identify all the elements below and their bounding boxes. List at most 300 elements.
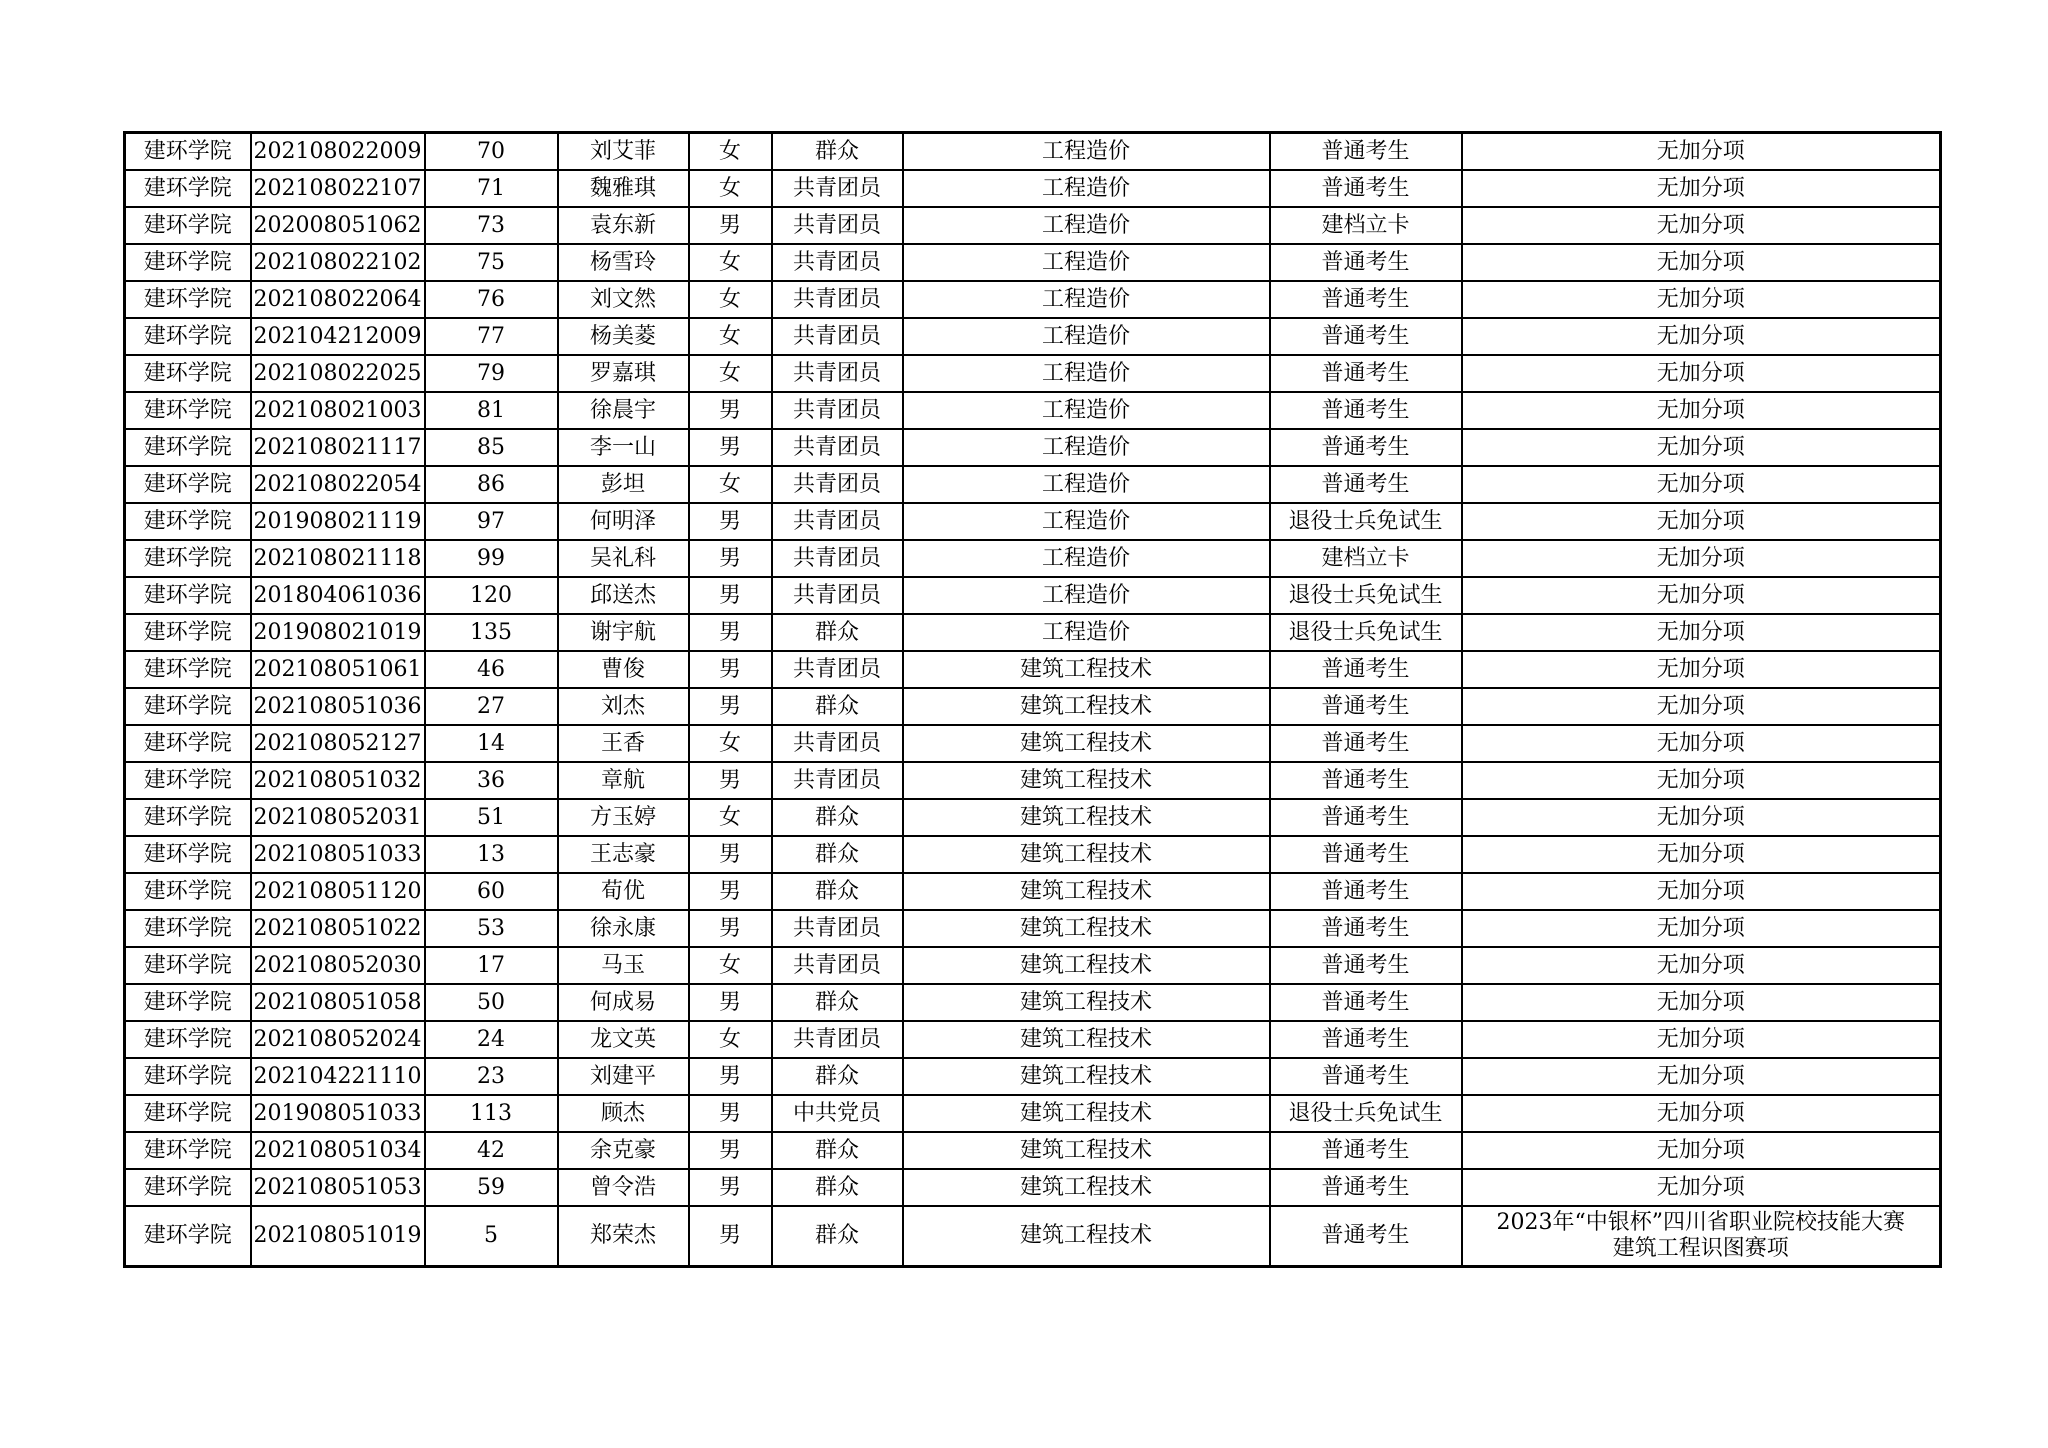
political-status-cell: 群众: [772, 799, 903, 836]
student-category-cell: 普通考生: [1270, 170, 1462, 207]
table-row: [125, 799, 1941, 836]
major-cell: 工程造价: [903, 170, 1270, 207]
gender-cell: 女: [689, 947, 772, 984]
rank-cell: 97: [425, 503, 558, 540]
major-cell: 建筑工程技术: [903, 688, 1270, 725]
rank-cell: 14: [425, 725, 558, 762]
student-category-cell: 退役士兵免试生: [1270, 503, 1462, 540]
student-name-cell: 杨雪玲: [558, 244, 689, 281]
bonus-item-cell: 无加分项: [1462, 503, 1941, 540]
bonus-item-cell: 无加分项: [1462, 466, 1941, 503]
bonus-item-cell: [1462, 1206, 1941, 1267]
major-cell: 工程造价: [903, 207, 1270, 244]
gender-cell: 女: [689, 244, 772, 281]
rank-cell: 36: [425, 762, 558, 799]
rank-cell: 77: [425, 318, 558, 355]
student-roster-table: [123, 131, 1942, 1268]
gender-cell: 女: [689, 466, 772, 503]
gender-cell: 男: [689, 614, 772, 651]
college-cell: 建环学院: [125, 725, 251, 762]
student-name-cell: 马玉: [558, 947, 689, 984]
table-row: [125, 355, 1941, 392]
gender-cell: 女: [689, 170, 772, 207]
rank-cell: 86: [425, 466, 558, 503]
bonus-item-cell: 无加分项: [1462, 1132, 1941, 1169]
table-row: [125, 244, 1941, 281]
student-category-cell: 普通考生: [1270, 836, 1462, 873]
student-name-cell: 刘艾菲: [558, 133, 689, 171]
bonus-item-cell: 无加分项: [1462, 910, 1941, 947]
major-cell: 工程造价: [903, 281, 1270, 318]
major-cell: 建筑工程技术: [903, 873, 1270, 910]
table-row: [125, 688, 1941, 725]
table-row: [125, 1095, 1941, 1132]
student-id-cell: 202108051033: [251, 836, 425, 873]
student-name-cell: 李一山: [558, 429, 689, 466]
table-row: [125, 429, 1941, 466]
table-row: [125, 651, 1941, 688]
political-status-cell: 共青团员: [772, 170, 903, 207]
student-id-cell: 202108051022: [251, 910, 425, 947]
rank-cell: 24: [425, 1021, 558, 1058]
student-name-cell: 罗嘉琪: [558, 355, 689, 392]
bonus-item-cell: 无加分项: [1462, 540, 1941, 577]
college-cell: 建环学院: [125, 281, 251, 318]
college-cell: 建环学院: [125, 244, 251, 281]
political-status-cell: 群众: [772, 1169, 903, 1206]
college-cell: 建环学院: [125, 170, 251, 207]
student-id-cell: 202108051061: [251, 651, 425, 688]
college-cell: 建环学院: [125, 577, 251, 614]
rank-cell: 73: [425, 207, 558, 244]
student-id-cell: 202108051120: [251, 873, 425, 910]
table-row: [125, 614, 1941, 651]
political-status-cell: 群众: [772, 873, 903, 910]
student-name-cell: 魏雅琪: [558, 170, 689, 207]
gender-cell: 男: [689, 207, 772, 244]
major-cell: 建筑工程技术: [903, 1095, 1270, 1132]
bonus-item-cell: 无加分项: [1462, 170, 1941, 207]
student-category-cell: 普通考生: [1270, 1021, 1462, 1058]
student-name-cell: 章航: [558, 762, 689, 799]
gender-cell: 男: [689, 429, 772, 466]
major-cell: 建筑工程技术: [903, 799, 1270, 836]
major-cell: 工程造价: [903, 318, 1270, 355]
bonus-item-cell: 无加分项: [1462, 1021, 1941, 1058]
major-cell: 工程造价: [903, 503, 1270, 540]
rank-cell: 42: [425, 1132, 558, 1169]
student-category-cell: 普通考生: [1270, 725, 1462, 762]
political-status-cell: 共青团员: [772, 540, 903, 577]
student-id-cell: 202008051062: [251, 207, 425, 244]
college-cell: 建环学院: [125, 836, 251, 873]
major-cell: 工程造价: [903, 466, 1270, 503]
bonus-item-cell: 无加分项: [1462, 762, 1941, 799]
political-status-cell: 群众: [772, 688, 903, 725]
political-status-cell: 群众: [772, 1058, 903, 1095]
rank-cell: 13: [425, 836, 558, 873]
table-row: [125, 503, 1941, 540]
student-category-cell: 退役士兵免试生: [1270, 614, 1462, 651]
gender-cell: 男: [689, 836, 772, 873]
student-name-cell: 刘建平: [558, 1058, 689, 1095]
student-name-cell: 徐永康: [558, 910, 689, 947]
table-row: [125, 947, 1941, 984]
student-category-cell: 普通考生: [1270, 873, 1462, 910]
bonus-note-line: 2023年“中银杯”四川省职业院校技能大赛: [1496, 1210, 1905, 1235]
rank-cell: 79: [425, 355, 558, 392]
major-cell: 建筑工程技术: [903, 910, 1270, 947]
political-status-cell: 共青团员: [772, 651, 903, 688]
student-id-cell: 202108051036: [251, 688, 425, 725]
student-id-cell: 202108021118: [251, 540, 425, 577]
major-cell: 工程造价: [903, 614, 1270, 651]
gender-cell: 女: [689, 133, 772, 171]
table-row: [125, 281, 1941, 318]
student-name-cell: 何成易: [558, 984, 689, 1021]
student-category-cell: 普通考生: [1270, 1169, 1462, 1206]
rank-cell: 60: [425, 873, 558, 910]
gender-cell: 女: [689, 725, 772, 762]
student-name-cell: 邱送杰: [558, 577, 689, 614]
student-name-cell: 王志豪: [558, 836, 689, 873]
bonus-item-cell: 无加分项: [1462, 651, 1941, 688]
gender-cell: 男: [689, 1132, 772, 1169]
political-status-cell: 共青团员: [772, 466, 903, 503]
rank-cell: 76: [425, 281, 558, 318]
gender-cell: 男: [689, 1169, 772, 1206]
gender-cell: 男: [689, 577, 772, 614]
political-status-cell: 群众: [772, 133, 903, 171]
student-category-cell: 普通考生: [1270, 466, 1462, 503]
student-id-cell: 202108051019: [251, 1206, 425, 1267]
political-status-cell: 共青团员: [772, 207, 903, 244]
college-cell: 建环学院: [125, 1095, 251, 1132]
political-status-cell: 共青团员: [772, 281, 903, 318]
student-name-cell: 谢宇航: [558, 614, 689, 651]
table-row: [125, 466, 1941, 503]
bonus-item-cell: 无加分项: [1462, 244, 1941, 281]
gender-cell: 男: [689, 873, 772, 910]
political-status-cell: 群众: [772, 1132, 903, 1169]
major-cell: 建筑工程技术: [903, 1169, 1270, 1206]
student-id-cell: 202108022009: [251, 133, 425, 171]
political-status-cell: 中共党员: [772, 1095, 903, 1132]
college-cell: 建环学院: [125, 133, 251, 171]
major-cell: 工程造价: [903, 133, 1270, 171]
table-row: [125, 133, 1941, 171]
gender-cell: 女: [689, 281, 772, 318]
bonus-item-cell: 无加分项: [1462, 725, 1941, 762]
major-cell: 建筑工程技术: [903, 1206, 1270, 1267]
college-cell: 建环学院: [125, 540, 251, 577]
rank-cell: 120: [425, 577, 558, 614]
student-category-cell: 普通考生: [1270, 1132, 1462, 1169]
student-id-cell: 202108051034: [251, 1132, 425, 1169]
college-cell: 建环学院: [125, 910, 251, 947]
student-name-cell: 余克豪: [558, 1132, 689, 1169]
student-name-cell: 荀优: [558, 873, 689, 910]
bonus-item-cell: 无加分项: [1462, 281, 1941, 318]
college-cell: 建环学院: [125, 355, 251, 392]
political-status-cell: 共青团员: [772, 429, 903, 466]
table-row: [125, 318, 1941, 355]
rank-cell: 51: [425, 799, 558, 836]
major-cell: 建筑工程技术: [903, 1058, 1270, 1095]
major-cell: 建筑工程技术: [903, 725, 1270, 762]
college-cell: 建环学院: [125, 1058, 251, 1095]
gender-cell: 男: [689, 1206, 772, 1267]
student-category-cell: 普通考生: [1270, 318, 1462, 355]
rank-cell: 113: [425, 1095, 558, 1132]
political-status-cell: 共青团员: [772, 355, 903, 392]
major-cell: 建筑工程技术: [903, 984, 1270, 1021]
student-id-cell: 201908051033: [251, 1095, 425, 1132]
rank-cell: 81: [425, 392, 558, 429]
rank-cell: 23: [425, 1058, 558, 1095]
bonus-item-cell: 无加分项: [1462, 207, 1941, 244]
rank-cell: 5: [425, 1206, 558, 1267]
political-status-cell: 共青团员: [772, 577, 903, 614]
college-cell: 建环学院: [125, 1132, 251, 1169]
major-cell: 建筑工程技术: [903, 1021, 1270, 1058]
roster-body: [125, 133, 1941, 1267]
gender-cell: 女: [689, 355, 772, 392]
major-cell: 工程造价: [903, 244, 1270, 281]
political-status-cell: 共青团员: [772, 947, 903, 984]
college-cell: 建环学院: [125, 1206, 251, 1267]
college-cell: 建环学院: [125, 799, 251, 836]
student-category-cell: 普通考生: [1270, 429, 1462, 466]
student-name-cell: 龙文英: [558, 1021, 689, 1058]
gender-cell: 男: [689, 540, 772, 577]
table-row: [125, 1169, 1941, 1206]
bonus-item-cell: 无加分项: [1462, 355, 1941, 392]
rank-cell: 53: [425, 910, 558, 947]
student-name-cell: 杨美菱: [558, 318, 689, 355]
college-cell: 建环学院: [125, 984, 251, 1021]
bonus-note-line: 建筑工程识图赛项: [1612, 1236, 1789, 1261]
table-row: [125, 392, 1941, 429]
student-id-cell: 202108051058: [251, 984, 425, 1021]
college-cell: 建环学院: [125, 466, 251, 503]
political-status-cell: 共青团员: [772, 392, 903, 429]
student-id-cell: 202108022064: [251, 281, 425, 318]
major-cell: 工程造价: [903, 540, 1270, 577]
gender-cell: 女: [689, 318, 772, 355]
college-cell: 建环学院: [125, 873, 251, 910]
college-cell: 建环学院: [125, 429, 251, 466]
student-category-cell: 普通考生: [1270, 133, 1462, 171]
bonus-item-cell: 无加分项: [1462, 799, 1941, 836]
student-id-cell: 202108052127: [251, 725, 425, 762]
student-id-cell: 202108051053: [251, 1169, 425, 1206]
student-id-cell: 202108021117: [251, 429, 425, 466]
college-cell: 建环学院: [125, 688, 251, 725]
political-status-cell: 共青团员: [772, 1021, 903, 1058]
student-id-cell: 202108052031: [251, 799, 425, 836]
bonus-item-cell: 无加分项: [1462, 392, 1941, 429]
bonus-item-cell: 无加分项: [1462, 318, 1941, 355]
student-category-cell: 普通考生: [1270, 799, 1462, 836]
student-name-cell: 郑荣杰: [558, 1206, 689, 1267]
bonus-item-cell: 无加分项: [1462, 984, 1941, 1021]
student-category-cell: 普通考生: [1270, 1058, 1462, 1095]
gender-cell: 女: [689, 1021, 772, 1058]
table-row: [125, 762, 1941, 799]
student-name-cell: 袁东新: [558, 207, 689, 244]
college-cell: 建环学院: [125, 651, 251, 688]
student-category-cell: 普通考生: [1270, 392, 1462, 429]
table-row: [125, 910, 1941, 947]
student-category-cell: 退役士兵免试生: [1270, 577, 1462, 614]
gender-cell: 男: [689, 392, 772, 429]
student-id-cell: 201908021019: [251, 614, 425, 651]
student-id-cell: 202104212009: [251, 318, 425, 355]
bonus-item-cell: 无加分项: [1462, 133, 1941, 171]
political-status-cell: 共青团员: [772, 910, 903, 947]
bonus-item-cell: 无加分项: [1462, 577, 1941, 614]
bonus-item-cell: 无加分项: [1462, 688, 1941, 725]
table-row: [125, 1206, 1941, 1267]
bonus-item-cell: 无加分项: [1462, 873, 1941, 910]
political-status-cell: 群众: [772, 836, 903, 873]
student-name-cell: 刘杰: [558, 688, 689, 725]
college-cell: 建环学院: [125, 318, 251, 355]
table-row: [125, 1021, 1941, 1058]
major-cell: 工程造价: [903, 392, 1270, 429]
major-cell: 建筑工程技术: [903, 762, 1270, 799]
student-id-cell: 202108051032: [251, 762, 425, 799]
gender-cell: 男: [689, 688, 772, 725]
bonus-item-cell: 无加分项: [1462, 1169, 1941, 1206]
college-cell: 建环学院: [125, 207, 251, 244]
student-name-cell: 刘文然: [558, 281, 689, 318]
student-category-cell: 普通考生: [1270, 1206, 1462, 1267]
political-status-cell: 群众: [772, 1206, 903, 1267]
political-status-cell: 共青团员: [772, 725, 903, 762]
college-cell: 建环学院: [125, 947, 251, 984]
student-category-cell: 普通考生: [1270, 355, 1462, 392]
major-cell: 建筑工程技术: [903, 1132, 1270, 1169]
major-cell: 工程造价: [903, 577, 1270, 614]
table-row: [125, 577, 1941, 614]
student-name-cell: 顾杰: [558, 1095, 689, 1132]
table-row: [125, 540, 1941, 577]
student-id-cell: 201908021119: [251, 503, 425, 540]
student-name-cell: 彭坦: [558, 466, 689, 503]
rank-cell: 59: [425, 1169, 558, 1206]
student-id-cell: 202108022107: [251, 170, 425, 207]
table-row: [125, 1058, 1941, 1095]
gender-cell: 男: [689, 1095, 772, 1132]
student-id-cell: 201804061036: [251, 577, 425, 614]
student-category-cell: 普通考生: [1270, 281, 1462, 318]
table-row: [125, 725, 1941, 762]
rank-cell: 71: [425, 170, 558, 207]
student-id-cell: 202108052024: [251, 1021, 425, 1058]
student-category-cell: 普通考生: [1270, 910, 1462, 947]
student-category-cell: 建档立卡: [1270, 207, 1462, 244]
student-id-cell: 202108022025: [251, 355, 425, 392]
student-id-cell: 202108052030: [251, 947, 425, 984]
student-category-cell: 普通考生: [1270, 244, 1462, 281]
bonus-item-cell: 无加分项: [1462, 947, 1941, 984]
student-name-cell: 曹俊: [558, 651, 689, 688]
student-id-cell: 202108022054: [251, 466, 425, 503]
student-category-cell: 退役士兵免试生: [1270, 1095, 1462, 1132]
bonus-item-cell: 无加分项: [1462, 836, 1941, 873]
student-name-cell: 徐晨宇: [558, 392, 689, 429]
student-id-cell: 202108022102: [251, 244, 425, 281]
bonus-item-cell: 无加分项: [1462, 1095, 1941, 1132]
political-status-cell: 共青团员: [772, 503, 903, 540]
rank-cell: 27: [425, 688, 558, 725]
student-name-cell: 曾令浩: [558, 1169, 689, 1206]
student-id-cell: 202104221110: [251, 1058, 425, 1095]
student-name-cell: 吴礼科: [558, 540, 689, 577]
table-row: [125, 984, 1941, 1021]
student-category-cell: 普通考生: [1270, 651, 1462, 688]
student-name-cell: 何明泽: [558, 503, 689, 540]
table-row: [125, 873, 1941, 910]
rank-cell: 50: [425, 984, 558, 1021]
gender-cell: 男: [689, 1058, 772, 1095]
gender-cell: 女: [689, 799, 772, 836]
major-cell: 建筑工程技术: [903, 651, 1270, 688]
rank-cell: 17: [425, 947, 558, 984]
gender-cell: 男: [689, 651, 772, 688]
major-cell: 工程造价: [903, 429, 1270, 466]
student-category-cell: 普通考生: [1270, 984, 1462, 1021]
student-category-cell: 建档立卡: [1270, 540, 1462, 577]
gender-cell: 男: [689, 910, 772, 947]
rank-cell: 75: [425, 244, 558, 281]
gender-cell: 男: [689, 984, 772, 1021]
political-status-cell: 群众: [772, 984, 903, 1021]
political-status-cell: 共青团员: [772, 244, 903, 281]
table-row: [125, 836, 1941, 873]
bonus-item-cell: 无加分项: [1462, 614, 1941, 651]
table-row: [125, 207, 1941, 244]
student-category-cell: 普通考生: [1270, 688, 1462, 725]
college-cell: 建环学院: [125, 762, 251, 799]
student-category-cell: 普通考生: [1270, 762, 1462, 799]
bonus-item-cell: 无加分项: [1462, 429, 1941, 466]
college-cell: 建环学院: [125, 1021, 251, 1058]
table-row: [125, 170, 1941, 207]
gender-cell: 男: [689, 762, 772, 799]
college-cell: 建环学院: [125, 1169, 251, 1206]
rank-cell: 85: [425, 429, 558, 466]
political-status-cell: 共青团员: [772, 318, 903, 355]
political-status-cell: 共青团员: [772, 762, 903, 799]
college-cell: 建环学院: [125, 614, 251, 651]
rank-cell: 135: [425, 614, 558, 651]
major-cell: 建筑工程技术: [903, 947, 1270, 984]
major-cell: 建筑工程技术: [903, 836, 1270, 873]
gender-cell: 男: [689, 503, 772, 540]
rank-cell: 99: [425, 540, 558, 577]
student-category-cell: 普通考生: [1270, 947, 1462, 984]
college-cell: 建环学院: [125, 392, 251, 429]
student-name-cell: 方玉婷: [558, 799, 689, 836]
major-cell: 工程造价: [903, 355, 1270, 392]
table-row: [125, 1132, 1941, 1169]
bonus-item-cell: 无加分项: [1462, 1058, 1941, 1095]
political-status-cell: 群众: [772, 614, 903, 651]
rank-cell: 70: [425, 133, 558, 171]
